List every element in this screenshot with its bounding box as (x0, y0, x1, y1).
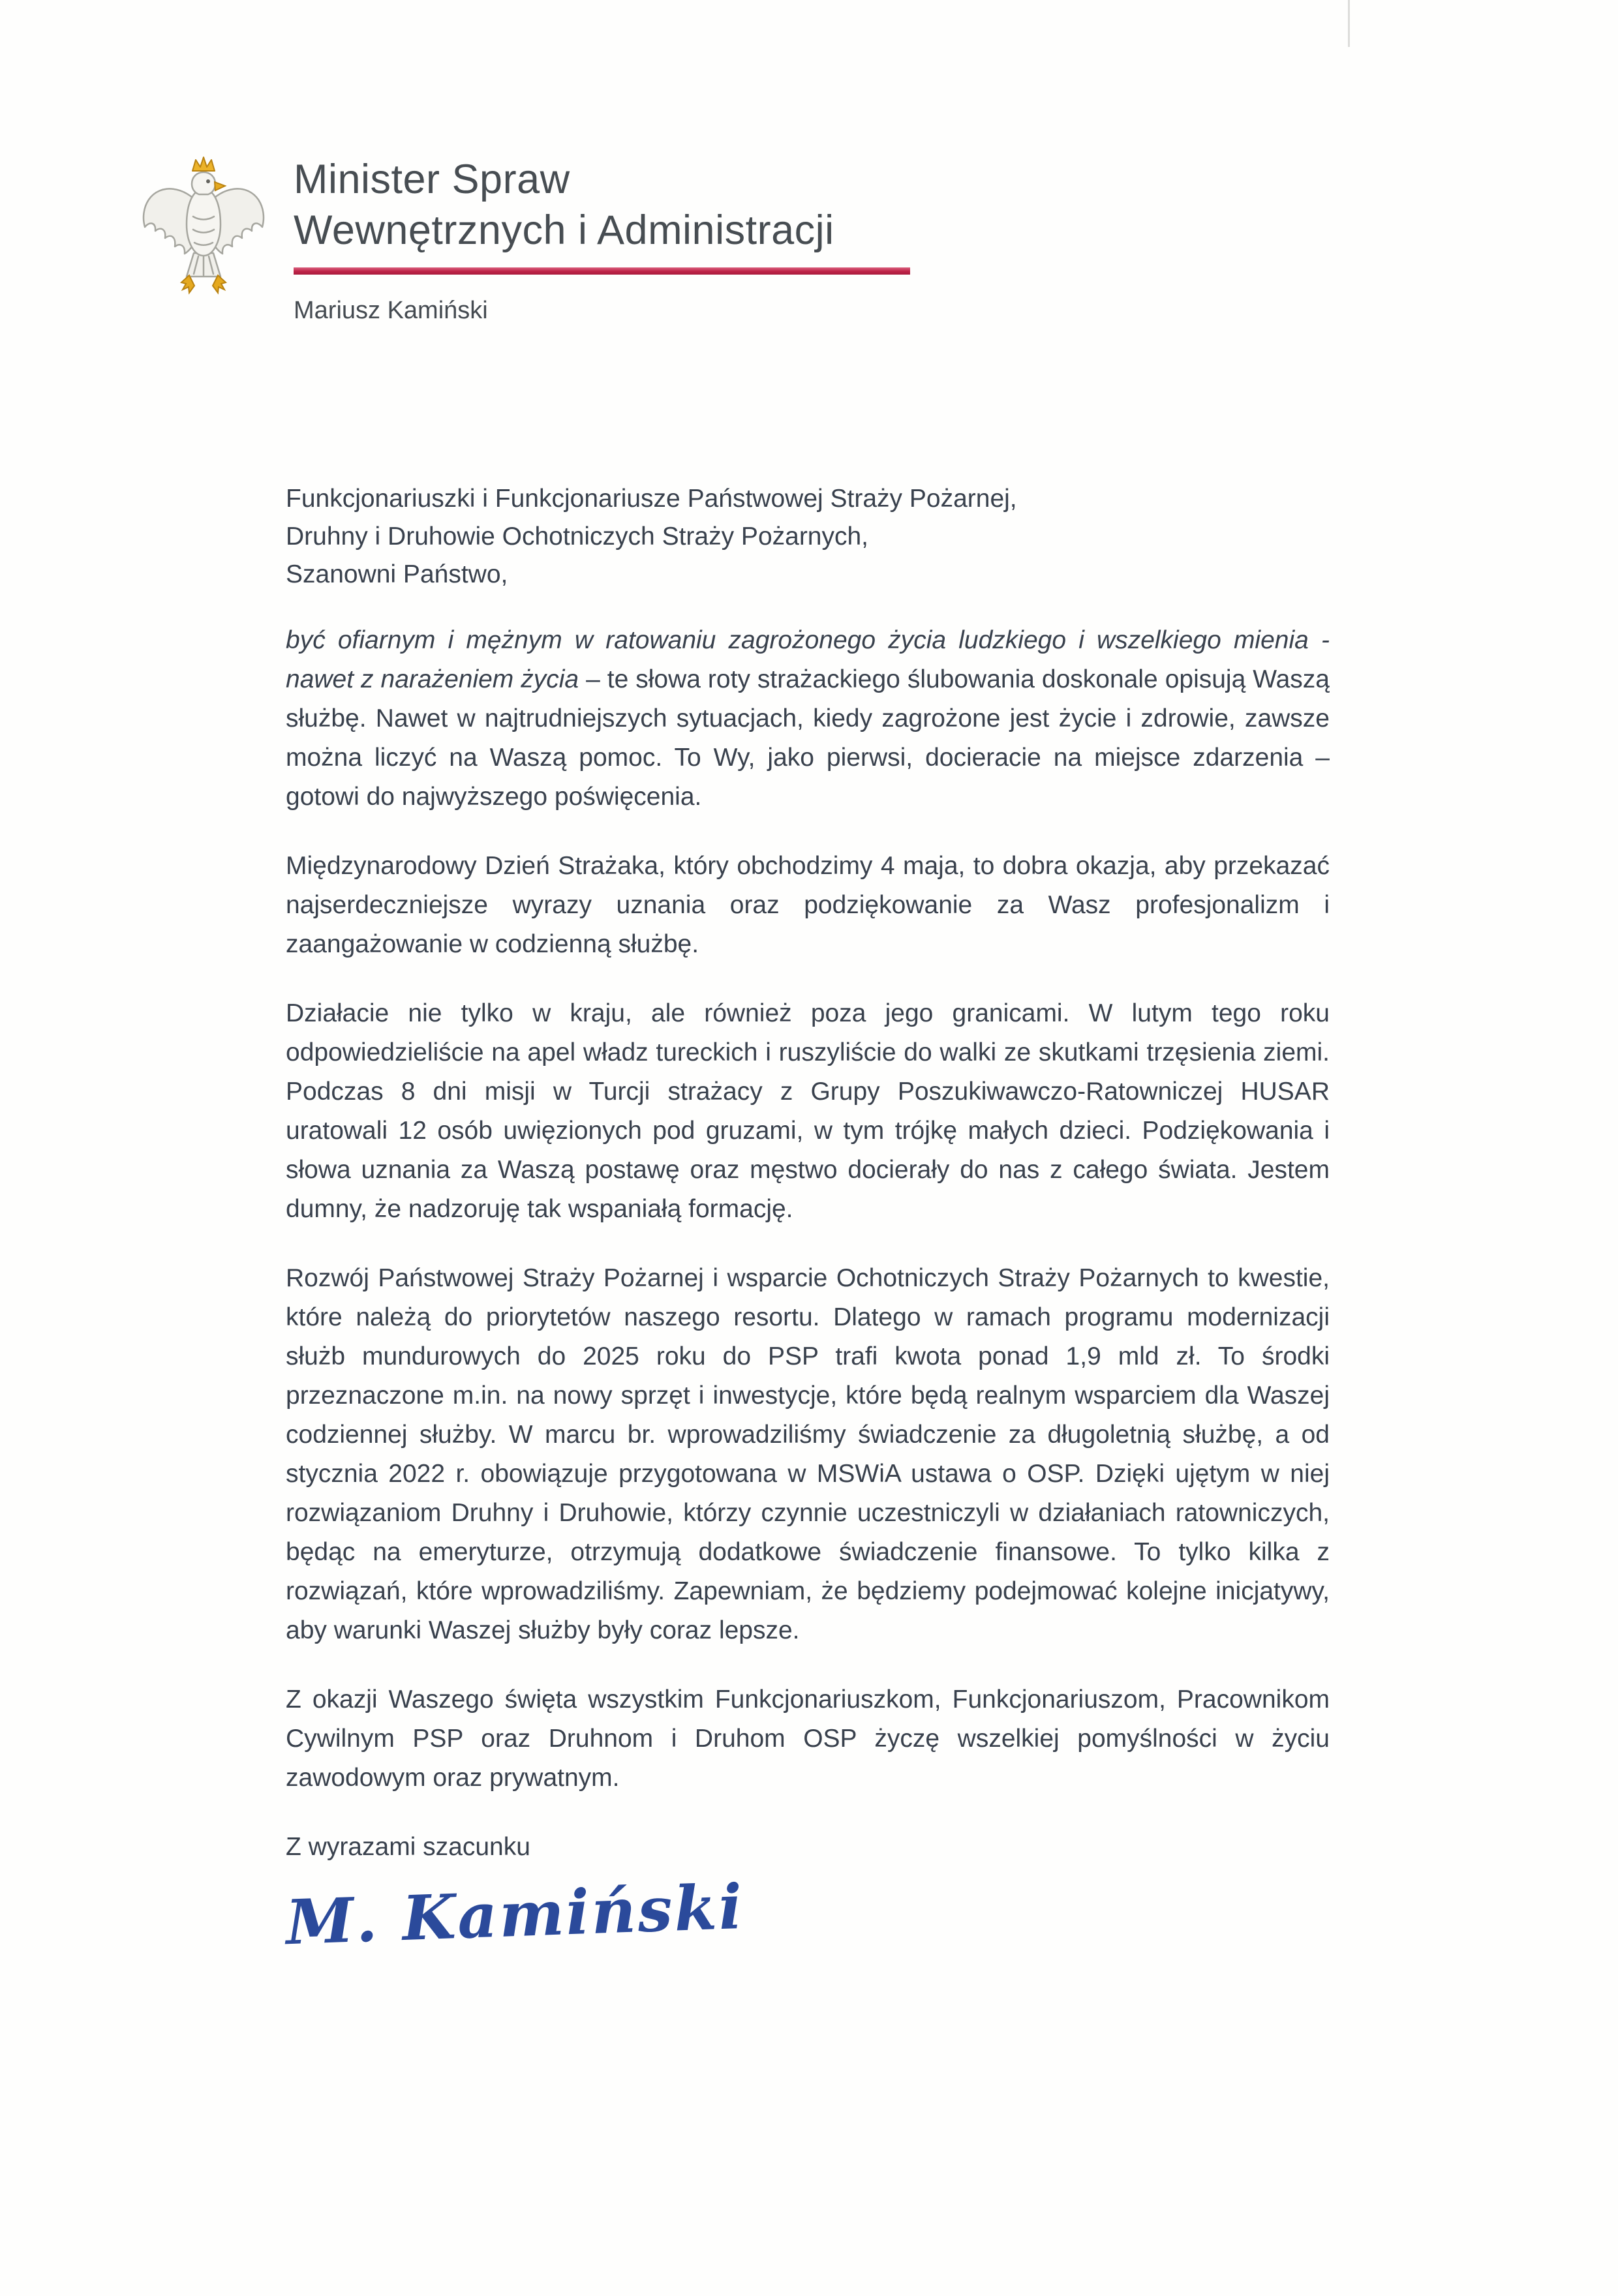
salutation (286, 480, 1330, 594)
red-divider-rule (294, 267, 910, 275)
paragraph-turkey-mission: Działacie nie tylko w kraju, ale również poza jego granicami. W lutym tego roku odpowiedzieliście na apel władz tureckich i ruszyliście do walki ze skutkami trzęsienia ziemi. Podczas 8 dni misji w Turcji strażacy z Grupy Poszukiwawczo-Ratowniczej HUSAR uratowali 12 osób uwięzionych pod gruzami, w tym trójkę małych dzieci. Podziękowania i słowa uznania za Waszą postawę oraz męstwo docierały do nas z całego świata. Jestem dumny, że nadzoruję tak wspaniałą formację. (286, 999, 1330, 1223)
salutation-line-1: Funkcjonariuszki i Funkcjonariusze Państwowej Straży Pożarnej, (286, 485, 1017, 513)
salutation-line-2: Druhny i Druhowie Ochotniczych Straży Pożarnych, (286, 522, 869, 551)
paragraph-firefighters-day: Międzynarodowy Dzień Strażaka, który obchodzimy 4 maja, to dobra okazja, aby przekazać najserdeczniejsze wyrazy uznania oraz podziękowanie za Wasz profesjonalizm i zaangażowanie w codzienną służbę. (286, 852, 1330, 958)
closing-line: Z wyrazami szacunku (286, 1833, 530, 1861)
paragraph-oath (286, 621, 1330, 817)
ministry-title-line2: Wewnętrznych i Administracji (294, 207, 834, 253)
handwritten-signature: M. Kamiński (284, 1871, 746, 1959)
salutation-line-3: Szanowni Państwo, (286, 560, 508, 588)
oath-quote: być ofiarnym i mężnym w ratowaniu zagrożonego życia ludzkiego i wszelkiego mienia - nawet z narażeniem życia (286, 626, 1330, 693)
ministry-title-line1: Minister Spraw (294, 157, 570, 202)
minister-name: Mariusz Kamiński (294, 297, 488, 324)
paragraph-modernization: Rozwój Państwowej Straży Pożarnej i wsparcie Ochotniczych Straży Pożarnych to kwestie, które należą do priorytetów naszego resortu. Dlatego w ramach programu modernizacji służb mundurowych do 2025 roku do PSP trafi kwota ponad 1,9 mld zł. To środki przeznaczone m.in. na nowy sprzęt i inwestycje, które będą realnym wsparciem dla Waszej codziennej służby. W marcu br. wprowadziliśmy świadczenie za długoletnią służbę, a od stycznia 2022 r. obowiązuje przygotowana w MSWiA ustawa o OSP. Dzięki ujętym w niej rozwiązaniom Druhny i Druhowie, którzy czynnie uczestniczyli w działaniach ratowniczych, będąc na emeryturze, otrzymują dodatkowe świadczenie finansowe. To tylko kilka z rozwiązań, które wprowadziliśmy. Zapewniam, że będziemy podejmować kolejne inicjatywy, aby warunki Waszej służby były coraz lepsze. (286, 1264, 1330, 1644)
polish-eagle-emblem-icon (138, 145, 269, 301)
letterhead-text-block (294, 145, 910, 325)
letterhead (138, 145, 910, 325)
ministry-title (294, 154, 910, 256)
oath-continuation: – te słowa roty strażackiego ślubowania doskonale opisują Waszą służbę. Nawet w najtrudniejszych sytuacjach, kiedy zagrożone jest życie i zdrowie, zawsze można liczyć na Waszą pomoc. To Wy, jako pierwsi, docieracie na miejsce zdarzenia – gotowi do najwyższego poświęcenia. (286, 665, 1330, 811)
paragraph-wishes: Z okazji Waszego święta wszystkim Funkcjonariuszkom, Funkcjonariuszom, Pracownikom Cywilnym PSP oraz Druhnom i Druhom OSP życzę wszelkiej pomyślności w życiu zawodowym oraz prywatnym. (286, 1685, 1330, 1792)
scan-artifact (1348, 0, 1350, 47)
letter-body (284, 480, 1330, 1959)
